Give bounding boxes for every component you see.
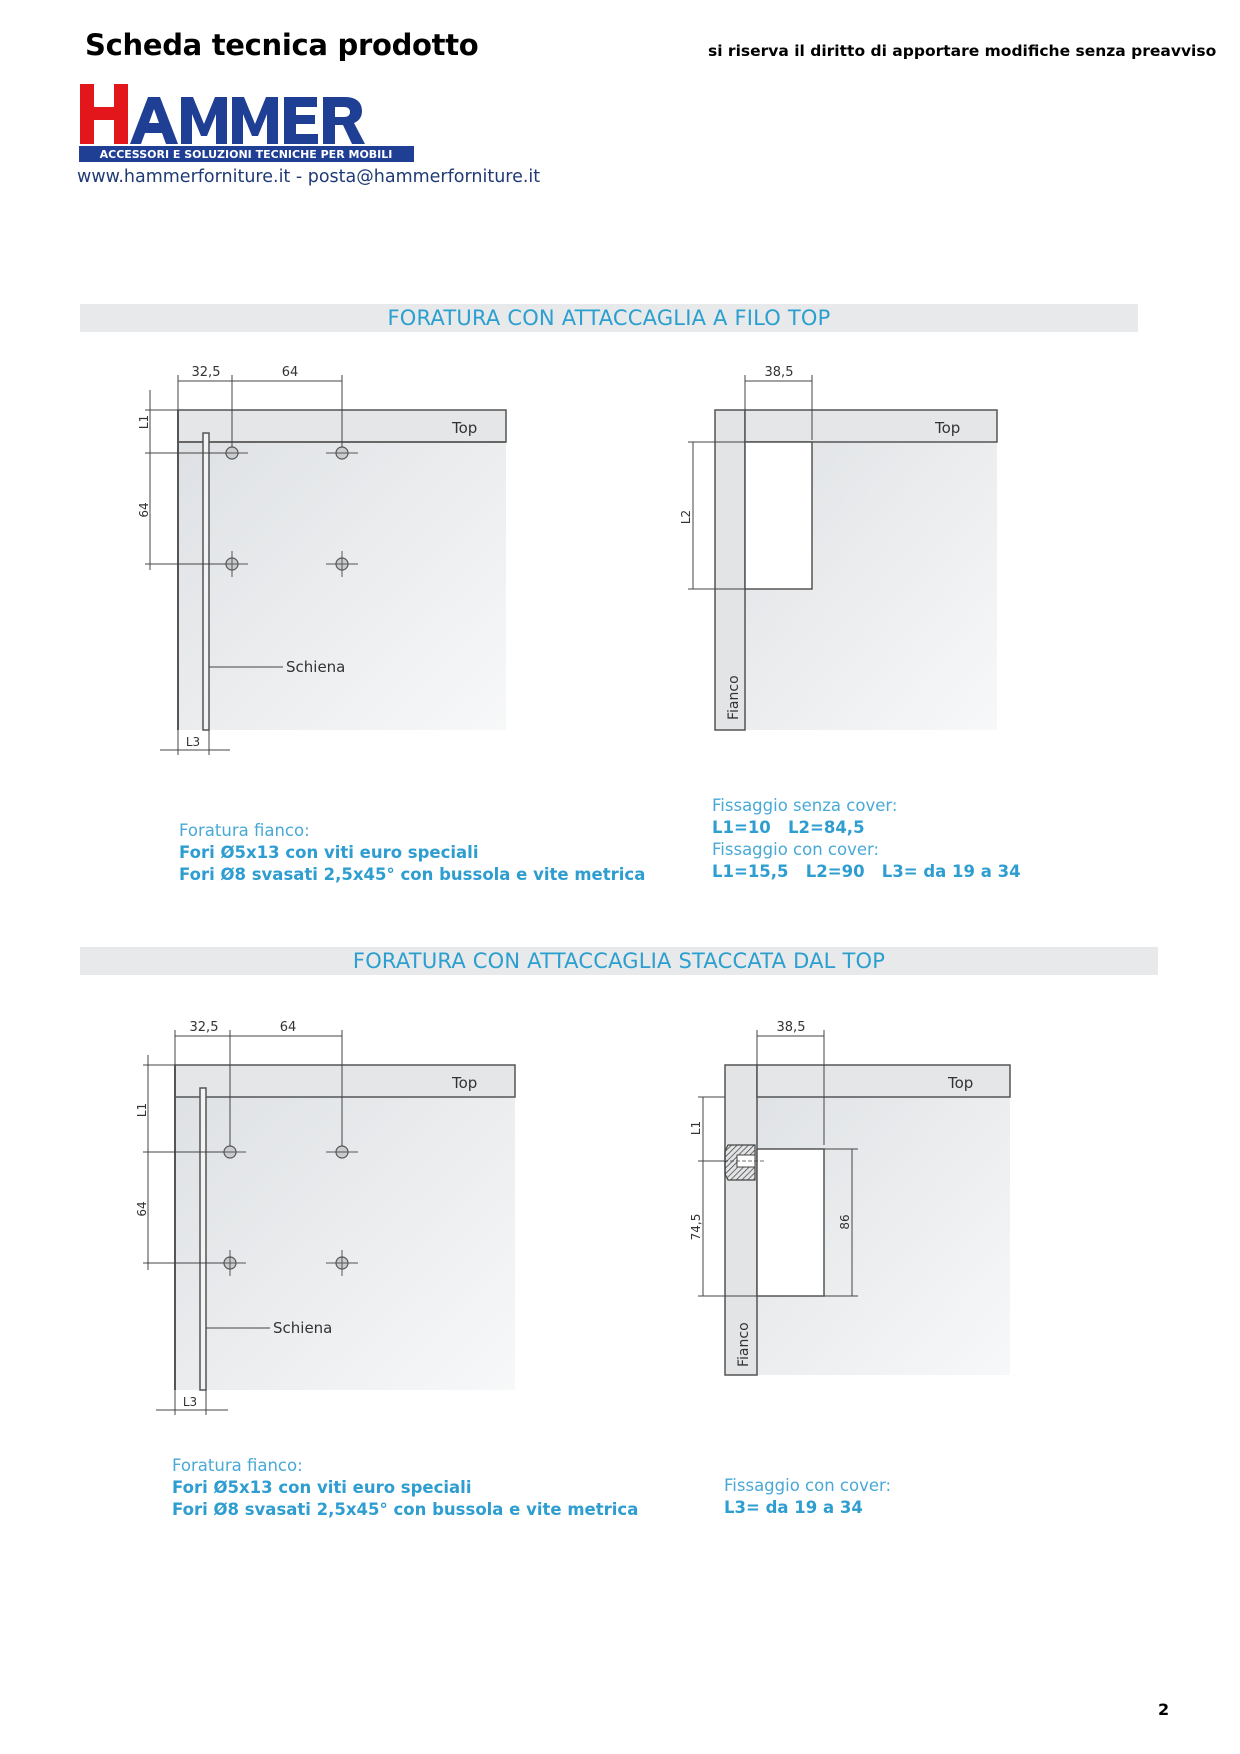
dim-l1: L1 [137, 414, 151, 430]
dim-l3: L3 [182, 1395, 198, 1409]
label-top: Top [948, 1074, 974, 1092]
label-top: Top [452, 419, 478, 437]
page-number: 2 [1158, 1700, 1170, 1719]
dim-64-v: 64 [135, 1201, 149, 1217]
note-line-1: Fori Ø5x13 con viti euro speciali [179, 843, 479, 862]
label-fianco: Fianco [736, 1322, 752, 1367]
label-fianco: Fianco [726, 675, 742, 720]
diagram-2-left [135, 1015, 540, 1425]
note-line-1: L1=10 L2=84,5 [712, 818, 865, 837]
section-1-title: FORATURA CON ATTACCAGLIA A FILO TOP [387, 306, 831, 330]
label-schiena: Schiena [286, 658, 346, 676]
dim-l1: L1 [135, 1102, 149, 1118]
diagram-1-right [680, 360, 1020, 740]
dim-64-h: 64 [279, 1020, 297, 1035]
dim-86: 86 [838, 1214, 852, 1230]
section-1-header [80, 304, 1138, 332]
note-title-1: Fissaggio senza cover: [712, 796, 898, 815]
note-line-1: Fori Ø5x13 con viti euro speciali [172, 1478, 472, 1497]
note-2-left [172, 1455, 638, 1521]
note-1-right [712, 795, 1021, 883]
section-2-title: FORATURA CON ATTACCAGLIA STACCATA DAL TOP [352, 949, 886, 973]
logo-tagline: ACCESSORI E SOLUZIONI TECNICHE PER MOBILI [99, 148, 393, 161]
label-schiena: Schiena [273, 1319, 333, 1337]
note-2-right [724, 1475, 891, 1519]
disclaimer: si riserva il diritto di apportare modifiche senza preavviso [708, 42, 1217, 60]
dim-32-5: 32,5 [191, 365, 221, 380]
note-1-left [179, 820, 645, 886]
diagram-2-right [680, 1015, 1030, 1395]
dim-l2: L2 [679, 509, 693, 525]
note-line-2: Fori Ø8 svasati 2,5x45° con bussola e vite metrica [179, 865, 646, 884]
note-line-2: Fori Ø8 svasati 2,5x45° con bussola e vite metrica [172, 1500, 639, 1519]
note-line-2: L1=15,5 L2=90 L3= da 19 a 34 [712, 862, 1021, 881]
logo-letters [80, 84, 365, 144]
dim-64-v: 64 [137, 502, 151, 518]
note-line-1: L3= da 19 a 34 [724, 1498, 863, 1517]
note-title: Foratura fianco: [179, 821, 310, 840]
note-title-2: Fissaggio con cover: [712, 840, 880, 859]
dim-l1: L1 [689, 1120, 703, 1136]
diagram-1-left [137, 360, 540, 770]
document-title: Scheda tecnica prodotto [85, 28, 479, 62]
label-top: Top [452, 1074, 478, 1092]
section-2-header [80, 947, 1158, 975]
dim-38-5: 38,5 [764, 365, 794, 380]
dim-64-h: 64 [281, 365, 299, 380]
contacts-line: www.hammerforniture.it - posta@hammerforniture.it [77, 167, 541, 187]
dim-38-5: 38,5 [776, 1020, 806, 1035]
dim-74-5: 74,5 [689, 1213, 703, 1241]
hammer-logo [78, 82, 415, 162]
dim-l3: L3 [185, 735, 201, 749]
dim-32-5: 32,5 [189, 1020, 219, 1035]
label-top: Top [935, 419, 961, 437]
note-title: Foratura fianco: [172, 1456, 303, 1475]
note-title: Fissaggio con cover: [724, 1476, 892, 1495]
